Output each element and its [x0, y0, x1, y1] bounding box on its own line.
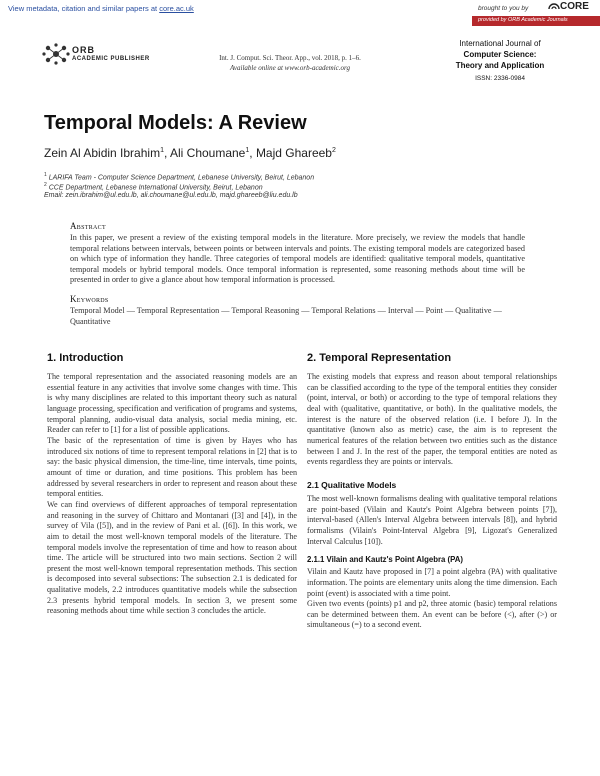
section2-intro: The existing models that express and reason about temporal relationships can be classified according to the type of the temporal entities they consider (point, interval, or both) or according to the type of temporal relations they deal with (qualitative, quantitative, or both). In the qualitative models, the interest is the nature of the observed relation (i.e. I before J). In the quantitative (known also as metric) case, the aim is to represent the numerical features of the relation between two entities such as the distance between I and J. In the rest of the paper, the temporal entities are noted as events regardless they are points or intervals.	[307, 372, 557, 467]
right-column	[307, 352, 557, 631]
affiliation-sup: 1	[44, 172, 47, 178]
affiliation-sup: 2	[44, 182, 47, 188]
author-name: Ali Choumane	[169, 146, 246, 160]
journal-box-line3: Theory and Application	[455, 61, 545, 70]
keywords-text: Temporal Model — Temporal Representation — Temporal Reasoning — Temporal Relations — Interval — Point — Qualitative — Quantitative	[70, 305, 502, 326]
author-name: Zein Al Abidin Ibrahim	[44, 146, 161, 160]
author-affil-sup: 2	[331, 147, 336, 154]
affiliation-text: LARIFA Team - Computer Science Department, Lebanese University, Beirut, Lebanon	[48, 174, 315, 182]
brought-by-label: brought to you by	[478, 5, 529, 12]
author-separator: ,	[163, 146, 170, 160]
section-heading-temporal-representation: 2. Temporal Representation	[307, 352, 452, 364]
journal-reference	[190, 53, 390, 73]
core-metadata-link[interactable]	[8, 4, 194, 13]
provided-by-text: provided by ORB Academic Journals	[478, 17, 568, 23]
abstract-section	[70, 221, 525, 327]
subsubsection-heading-point-algebra: 2.1.1 Vilain and Kautz's Point Algebra (PA)	[307, 555, 463, 565]
intro-paragraph: The basic of the representation of time is given by Hayes who has introduced six notions of time to represent temporal relations in [2] that is to say: the basic physical dimension, the time-line, time intervals, time points, amount of time or duration, and time positions. This problem has been addressed by several researchers in order to represent and reason about these temporal entities.	[47, 435, 297, 499]
orb-logo-icon	[42, 42, 70, 66]
intro-paragraph: The temporal representation and the associated reasoning models are an essential feature in any activities that involve some changes with time. This is why many disciplines are related to this important theory such as natural language processing, specification and verification of programs and systems, temporal planning, audio-visual data analysis, social media mining, etc. Reader can refer to [1] for a list of possible applications.	[47, 372, 297, 435]
core-link-text: View metadata, citation and similar papers at	[8, 4, 158, 13]
author-name: Majd Ghareeb	[255, 146, 332, 160]
abstract-heading: Abstract	[70, 221, 106, 231]
author-list	[44, 146, 336, 160]
journal-issn: ISSN: 2336-0984	[475, 75, 525, 82]
affiliation-text: CCE Department, Lebanese International University, Beirut, Lebanon	[48, 184, 263, 192]
intro-paragraph: We can find overviews of different approaches of temporal representation and reasoning in the survey of Chittaro and Montanari ([3] and [4]), in the survey of Vila ([5]), and in the review of Pani et al. ([6]). In this work, we aim to detail the most well-known temporal models of the literature. The temporal models involve the representation of time and how to reason about time. The article will be structured into two main sections. Section 2 will present the most well-known temporal representation methods. This section is decomposed into several subsections: The subsection 2.1 is dedicated for qualitative models, 2.2 introduces quantitative models while the subsection 2.3 presents hybrid temporal models. In section 3, we present some reasoning methods about time while section 3 concludes the article.	[47, 499, 297, 616]
subsection-heading-qualitative: 2.1 Qualitative Models	[307, 479, 397, 490]
publisher-name: ORB	[72, 45, 95, 55]
journal-title-box	[430, 38, 570, 84]
journal-box-line2: Computer Science:	[463, 50, 537, 59]
left-column	[47, 352, 297, 617]
author-email: Email: zein.ibrahim@ul.edu.lb, ali.choumane@ul.edu.lb, majd.ghareeb@liu.edu.lb	[44, 192, 298, 199]
paper-title: Temporal Models: A Review	[44, 112, 307, 134]
keywords-heading: Keywords	[70, 293, 109, 304]
publisher-logo	[72, 46, 150, 62]
publisher-sub: ACADEMIC PUBLISHER	[72, 56, 150, 62]
journal-ref-line1: Int. J. Comput. Sci. Theor. App., vol. 2018, p. 1–6.	[219, 54, 361, 62]
core-logo-icon	[548, 1, 560, 10]
provided-by-strip	[472, 16, 600, 26]
point-algebra-paragraph: Vilain and Kautz have proposed in [7] a point algebra (PA) with qualitative information. The points are elementary units along the time dimension. Each point (event) is associated with a time point.	[307, 567, 557, 598]
journal-ref-line2: Available online at www.orb-academic.org	[230, 64, 350, 72]
author-affil-sup: 1	[160, 147, 164, 154]
core-link-domain[interactable]: core.ac.uk	[159, 4, 194, 13]
journal-box-line1: International Journal of	[459, 39, 541, 48]
abstract-text: In this paper, we present a review of the existing temporal models in the literature. More precisely, we review the models that handle temporal relations between intervals, between points or between intervals and points. The existing temporal models are categorized based on which type of information they handle. Three categories of temporal models are identified: qualitative temporal models, quantitative temporal models or hybrid temporal models. Once temporal information is represented, some reasoning methods about time will be presented in order to give a glance about how temporal information is processed.	[70, 233, 525, 285]
point-algebra-paragraph: Given two events (points) p1 and p2, three atomic (basic) temporal relations can be determined between them. An event can be before (<), after (>) or simultaneous (=) to a second event.	[307, 599, 557, 630]
core-logo-text: CORE	[560, 1, 589, 12]
author-separator: ,	[249, 146, 256, 160]
section-heading-introduction: 1. Introduction	[47, 352, 124, 364]
author-affil-sup: 1	[245, 147, 250, 154]
subsection-qualitative-text: The most well-known formalisms dealing with qualitative temporal relations are point-based (Vilain and Kautz's Point Algebra between points [7]), interval-based (Allen's Interval Algebra between intervals [8]), and hybrid formalisms (Vilain's Point-Interval Algebra [9], Ligozat's Generalized Interval Calculus [10]).	[307, 493, 557, 546]
core-logo[interactable]	[548, 1, 589, 12]
